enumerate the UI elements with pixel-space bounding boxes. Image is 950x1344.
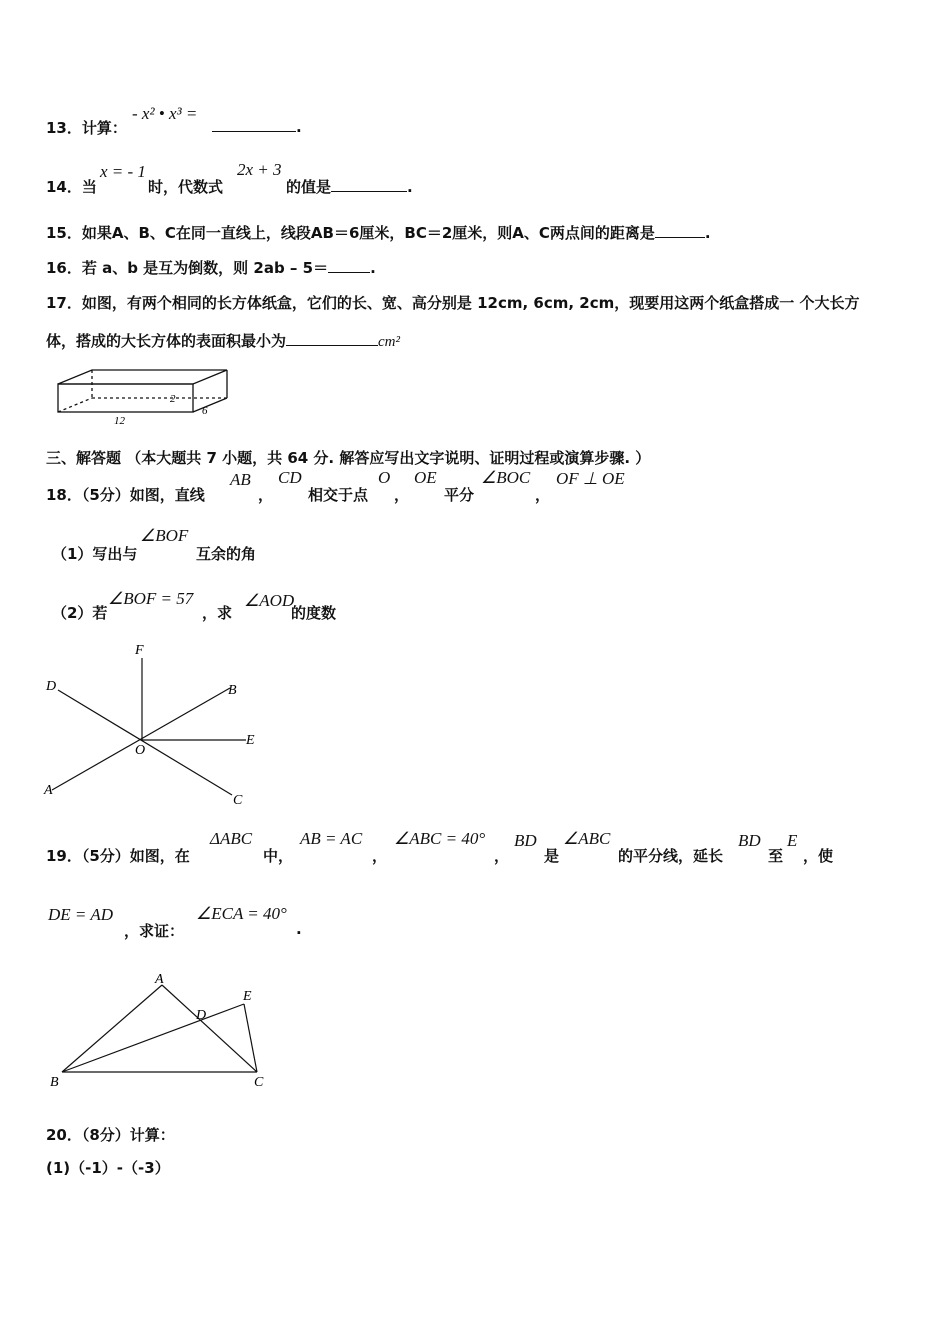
q18-cd: CD [278,468,302,487]
q17-unit: cm² [378,334,401,350]
q18-perp: OF ⊥ OE [556,469,625,488]
q13-blank-line [212,117,302,136]
q19-label-a: A [155,972,164,987]
q18-ab: AB [230,470,251,489]
q15-end: . [704,224,711,242]
q18-part2-angle: ∠AOD [244,591,295,610]
q18-point-o: O [378,468,391,487]
q18-num: 18．（5分）如图，直线 [46,486,205,504]
q19-end: . [296,920,302,938]
q18-label-d: D [46,679,57,694]
q18-label-a: A [44,783,53,798]
q15-text: 15．如果A、B、C在同一直线上，线段AB＝6厘米，BC＝2厘米，则A、C两点间的距离是 [46,224,655,242]
q18-part1-suffix: 互余的角 [196,545,257,563]
q19-prove: ，求证： [124,922,185,940]
q14-condition: x = - 1 [100,162,146,181]
q13-num: 13．计算： [46,119,127,137]
box-length-label: 12 [114,415,125,427]
q18-comma2: ， [394,486,410,504]
q19-triangle: ΔABC [210,829,253,848]
q18-bisect: 平分 [444,486,475,504]
box-height-label: 2 [170,393,176,405]
q18-part2-mid: ，求 [202,604,233,622]
q20-part1: (1)（-1）-（-3） [46,1159,170,1177]
q18-figure [40,640,270,810]
q18-part2-given: ∠BOF = 57 [108,589,194,608]
q19-label-b: B [50,1075,59,1090]
q18-comma3: ， [535,486,551,504]
q18-meet: 相交于点 [308,486,369,504]
q19-to: 至 [768,847,784,865]
q19-bd: BD [514,831,537,850]
box-figure [52,362,237,430]
answer-blank[interactable] [655,223,705,238]
box-width-label: 6 [202,405,208,417]
q19-eq2: ∠ABC = 40° [394,829,486,848]
q19-so: ，使 [803,847,834,865]
q19-bis: 的平分线，延长 [618,847,724,865]
q17-line1: 17．如图，有两个相同的长方体纸盒，它们的长、宽、高分别是 12cm, 6cm, 2cm，现要用这两个纸盒搭成一 个大长方 [46,294,860,312]
q18-label-e: E [246,733,255,748]
q19-bd2: BD [738,831,761,850]
q13 [46,117,127,138]
q13-end: . [296,118,302,136]
q19-angle-abc: ∠ABC [563,829,611,848]
q19-label-d: D [196,1008,207,1023]
q19-num: 19．（5分）如图，在 [46,847,190,865]
q17-line2-wrap [46,330,400,351]
q14-num: 14．当 [46,178,97,196]
q16 [46,257,376,278]
q19-label-e: E [243,989,252,1004]
q18-comma1: ， [258,486,274,504]
q19-line2-eq: DE = AD [48,905,113,924]
q19-e: E [787,831,798,850]
q14-tail: 的值是 [286,178,332,196]
q14-expression: 2x + 3 [237,160,282,179]
q16-end: . [370,259,376,277]
q19-is: 是 [544,847,560,865]
q17-line2: 体，搭成的大长方体的表面积最小为 [46,332,287,350]
q19-label-c: C [254,1075,264,1090]
q19-comma2: ， [494,847,510,865]
q18-label-f: F [135,643,144,658]
q18-part1-angle: ∠BOF [140,526,189,545]
answer-blank[interactable] [331,177,407,192]
q18-label-o: O [135,743,146,758]
q19-in: 中， [263,847,294,865]
q19-eq1: AB = AC [300,829,363,848]
q20-title: 20．（8分）计算： [46,1126,175,1144]
q15 [46,222,711,243]
answer-blank[interactable] [286,331,378,346]
q18-part2-prefix: （2）若 [52,604,108,622]
q18-angle-boc: ∠BOC [481,468,531,487]
q18-label-c: C [233,793,243,808]
section3-title: 三、解答题 （本大题共 7 小题，共 64 分. 解答应写出文字说明、证明过程或演算步骤. ） [46,449,651,467]
q13-expression: - x² • x³ = [132,104,198,123]
answer-blank[interactable] [328,258,370,273]
q19-comma1: ， [372,847,388,865]
q18-label-b: B [228,683,237,698]
q16-text: 16．若 a、b 是互为倒数，则 2ab – 5＝ [46,259,329,277]
q19-goal: ∠ECA = 40° [196,904,287,923]
answer-blank[interactable] [212,117,296,132]
q18-part1-prefix: （1）写出与 [52,545,138,563]
q18-part2-suffix: 的度数 [291,604,337,622]
q19-figure [44,968,274,1093]
q18-oe: OE [414,468,437,487]
q14-end: . [407,178,413,196]
q14-mid: 时，代数式 [148,178,224,196]
q14-tail-line [286,176,413,197]
